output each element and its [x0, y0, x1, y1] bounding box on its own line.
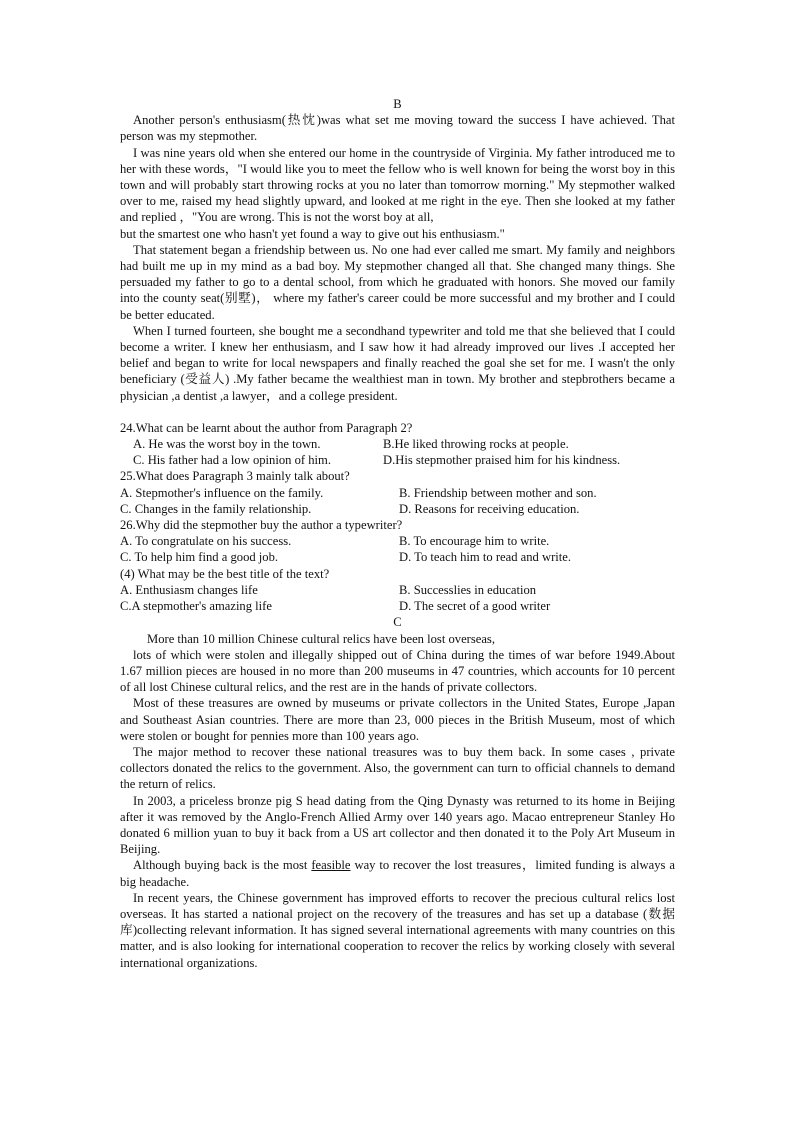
option-c: C. Changes in the family relationship.	[120, 501, 312, 516]
passage-c-paragraph-3: The major method to recover these national treasures was to buy them back. In some cases , private collectors donated the relics to the government. Also, the government can turn to official channels to demand the return of relics.	[120, 744, 675, 792]
option-b: B.He liked throwing rocks at people.	[383, 437, 569, 452]
underlined-word: feasible	[311, 858, 351, 873]
option-a: A. To congratulate on his success.	[120, 534, 292, 549]
spacer	[120, 404, 675, 420]
passage-c-paragraph-4: In 2003, a priceless bronze pig S head dating from the Qing Dynasty was returned to its home in Beijing after it was removed by the Anglo-French Allied Army over 140 years ago. Macao entrepreneur Stanley Ho donated 6 million yuan to buy it back from a US art collector and then donated it to the Poly Art Museum in Beijing.	[120, 793, 675, 857]
option-d: D. To teach him to read and write.	[399, 550, 571, 565]
passage-c-paragraph-1: More than 10 million Chinese cultural relics have been lost overseas,	[147, 631, 495, 646]
option-a: A. He was the worst boy in the town.	[133, 437, 321, 452]
passage-c-paragraph-6: In recent years, the Chinese government has improved efforts to recover the precious cultural relics lost overseas. It has started a national project on the recovery of the treasures and has set up a database (数据库)collecting relevant information. It has signed several international agreements with many countries on this matter, and is also looking for international cooperation to recover the relics by working closely with several international organizations.	[120, 890, 675, 970]
option-d: D.His stepmother praised him for his kindness.	[383, 453, 621, 468]
option-row	[120, 436, 675, 452]
text-segment: Although buying back is the most	[133, 858, 312, 873]
option-a: A. Enthusiasm changes life	[120, 582, 258, 597]
passage-b-paragraph-4: When I turned fourteen, she bought me a secondhand typewriter and told me that she believed that I could become a writer. I knew her enthusiasm, and I saw how it had already improved our lives .I accepted her belief and began to write for local newspapers and finally reached the goal she set for me. I wasn't the only beneficiary (受益人) .My father became the wealthiest man in town. My brother and stepbrothers became a physician ,a dentist ,a lawyer，and a college president.	[120, 323, 675, 403]
option-row	[120, 549, 675, 565]
option-c: C. To help him find a good job.	[120, 550, 279, 565]
option-b: B. To encourage him to write.	[399, 534, 550, 549]
passage-b-paragraph-1: Another person's enthusiasm(热忱)was what set me moving toward the success I have achieved. That person was my stepmother.	[120, 113, 675, 144]
option-row	[120, 533, 675, 549]
option-row	[120, 452, 675, 468]
option-a: A. Stepmother's influence on the family.	[120, 485, 324, 500]
option-b: B. Friendship between mother and son.	[399, 485, 597, 500]
passage-b-paragraph-2: I was nine years old when she entered our home in the countryside of Virginia. My father introduced me to her with these words，"I would like you to meet the fellow who is well known for being the worst boy in this town and will probably start throwing rocks at you no later than tomorrow morning." My stepmother walked over to me, raised my head slightly upward, and looked at me right in the eye. Then she looked at my father and replied ，"You are wrong. This is not the worst boy at all,	[120, 145, 675, 225]
passage-c-label: C	[393, 615, 402, 630]
question-stem: (4) What may be the best title of the text?	[120, 566, 330, 581]
option-row	[120, 485, 675, 501]
option-d: D. Reasons for receiving education.	[399, 501, 580, 516]
option-row	[120, 598, 675, 614]
question-stem: 24.What can be learnt about the author from Paragraph 2?	[120, 420, 413, 435]
passage-b-paragraph-3: That statement began a friendship between us. No one had ever called me smart. My family and neighbors had built me up in my mind as a bad boy. My stepmother changed all that. She changed many things. She persuaded my father to go to a dental school, from which he graduated with honors. She moved our family into the county seat(别墅)， where my father's career could be more successful and my brother and I could be better educated.	[120, 242, 675, 322]
question-stem: 25.What does Paragraph 3 mainly talk about?	[120, 469, 350, 484]
question-25	[120, 468, 675, 517]
passage-b-paragraph-2-continued: but the smartest one who hasn't yet found a way to give out his enthusiasm."	[120, 226, 505, 241]
passage-b-label: B	[393, 97, 402, 111]
passage-c-paragraph-1-continued: lots of which were stolen and illegally shipped out of China during the times of war before 1949.About 1.67 million pieces are housed in no more than 200 museums in 47 countries, which accounts for 10 percent of all lost Chinese cultural relics, and the rest are in the hands of private collectors.	[120, 647, 675, 695]
question-26	[120, 517, 675, 566]
option-row	[120, 501, 675, 517]
option-d: D. The secret of a good writer	[399, 599, 551, 614]
passage-c-paragraph-2: Most of these treasures are owned by museums or private collectors in the United States, Europe ,Japan and Southeast Asian countries. There are more than 23, 000 pieces in the British Museum, most of which were stolen or bought for pennies more than 100 years ago.	[120, 696, 675, 743]
option-row	[120, 582, 675, 598]
option-c: C. His father had a low opinion of him.	[133, 453, 331, 468]
option-b: B. Successlies in education	[399, 582, 537, 597]
document-page	[120, 96, 675, 971]
option-c: C.A stepmother's amazing life	[120, 599, 272, 614]
question-stem: 26.Why did the stepmother buy the author a typewriter?	[120, 518, 403, 533]
question-4	[120, 566, 675, 615]
passage-c-paragraph-5	[120, 857, 675, 889]
question-24	[120, 420, 675, 469]
text-segment: way to recover the lost treasures，limited funding is always a big headache.	[120, 858, 675, 889]
